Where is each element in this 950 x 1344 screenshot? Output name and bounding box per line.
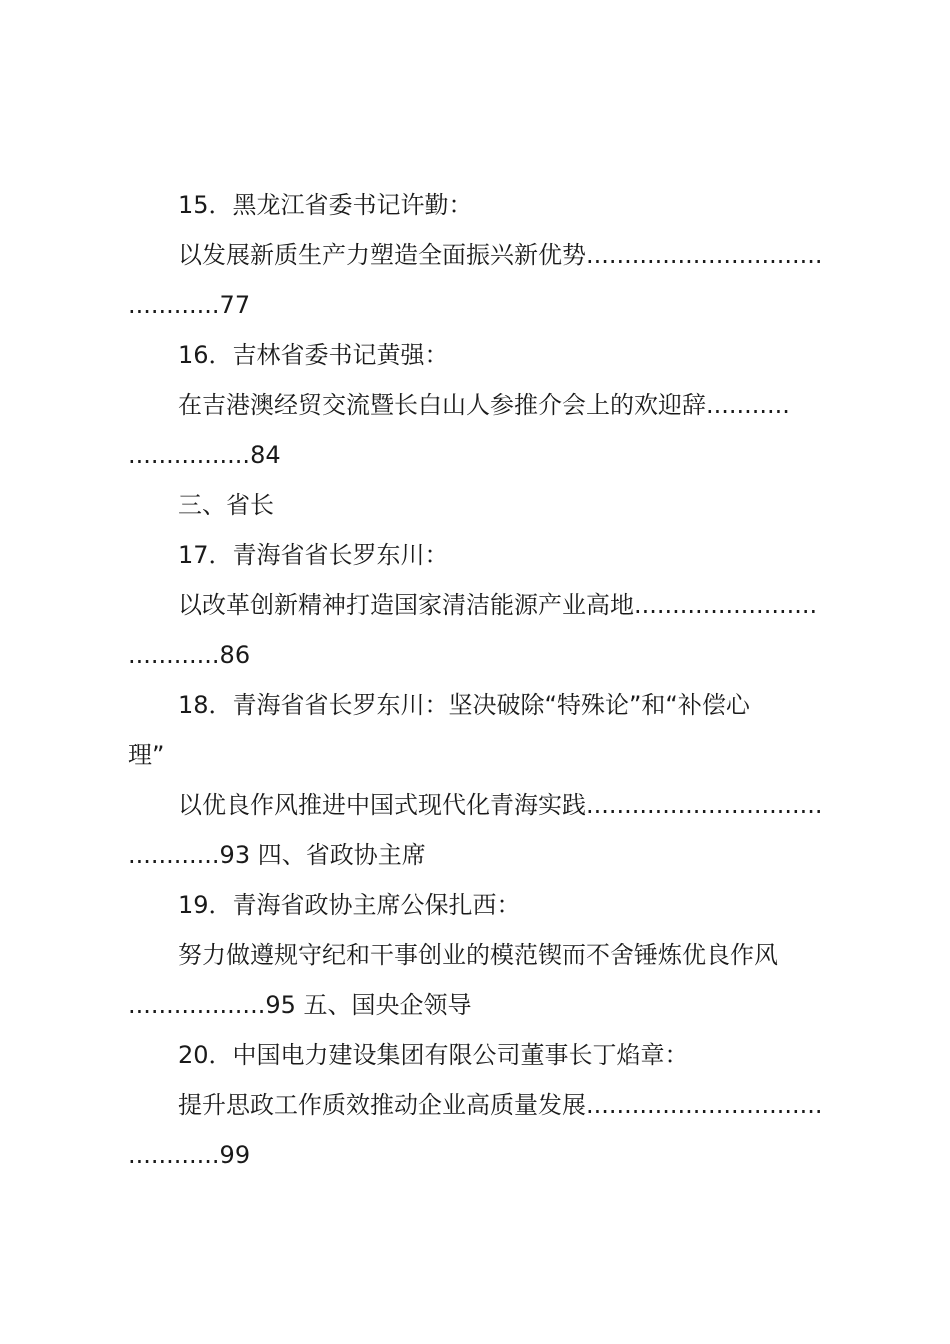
toc-entry-18-page: ............93 四、省政协主席	[128, 841, 426, 869]
toc-entry-16-heading: 16．吉林省委书记黄强：	[178, 341, 449, 369]
toc-entry-20-heading: 20．中国电力建设集团有限公司董事长丁焰章：	[178, 1041, 689, 1069]
toc-entry-17-title: 以改革创新精神打造国家清洁能源产业高地........................	[178, 591, 818, 619]
toc-entry-19-page: ..................95 五、国央企领导	[128, 991, 472, 1019]
toc-entry-18-heading: 18．青海省省长罗东川：坚决破除“特殊论”和“补偿心	[178, 691, 750, 719]
toc-entry-17-heading: 17．青海省省长罗东川：	[178, 541, 449, 569]
toc-entry-18-heading-cont: 理”	[128, 741, 165, 769]
toc-entry-18-title: 以优良作风推进中国式现代化青海实践...............................	[178, 791, 823, 819]
section-heading-governor: 三、省长	[178, 491, 274, 519]
toc-entry-15-page: ............77	[128, 291, 251, 319]
toc-entry-20-page: ............99	[128, 1141, 251, 1169]
toc-entry-15-title: 以发展新质生产力塑造全面振兴新优势...............................	[178, 241, 823, 269]
toc-entry-19-heading: 19．青海省政协主席公保扎西：	[178, 891, 521, 919]
toc-entry-16-title: 在吉港澳经贸交流暨长白山人参推介会上的欢迎辞...........	[178, 391, 790, 419]
toc-entry-17-page: ............86	[128, 641, 251, 669]
toc-entry-20-title: 提升思政工作质效推动企业高质量发展...............................	[178, 1091, 823, 1119]
toc-entry-16-page: ................84	[128, 441, 281, 469]
toc-entry-19-title: 努力做遵规守纪和干事创业的模范锲而不舍锤炼优良作风	[178, 941, 778, 969]
toc-entry-15-heading: 15．黑龙江省委书记许勤：	[178, 191, 473, 219]
